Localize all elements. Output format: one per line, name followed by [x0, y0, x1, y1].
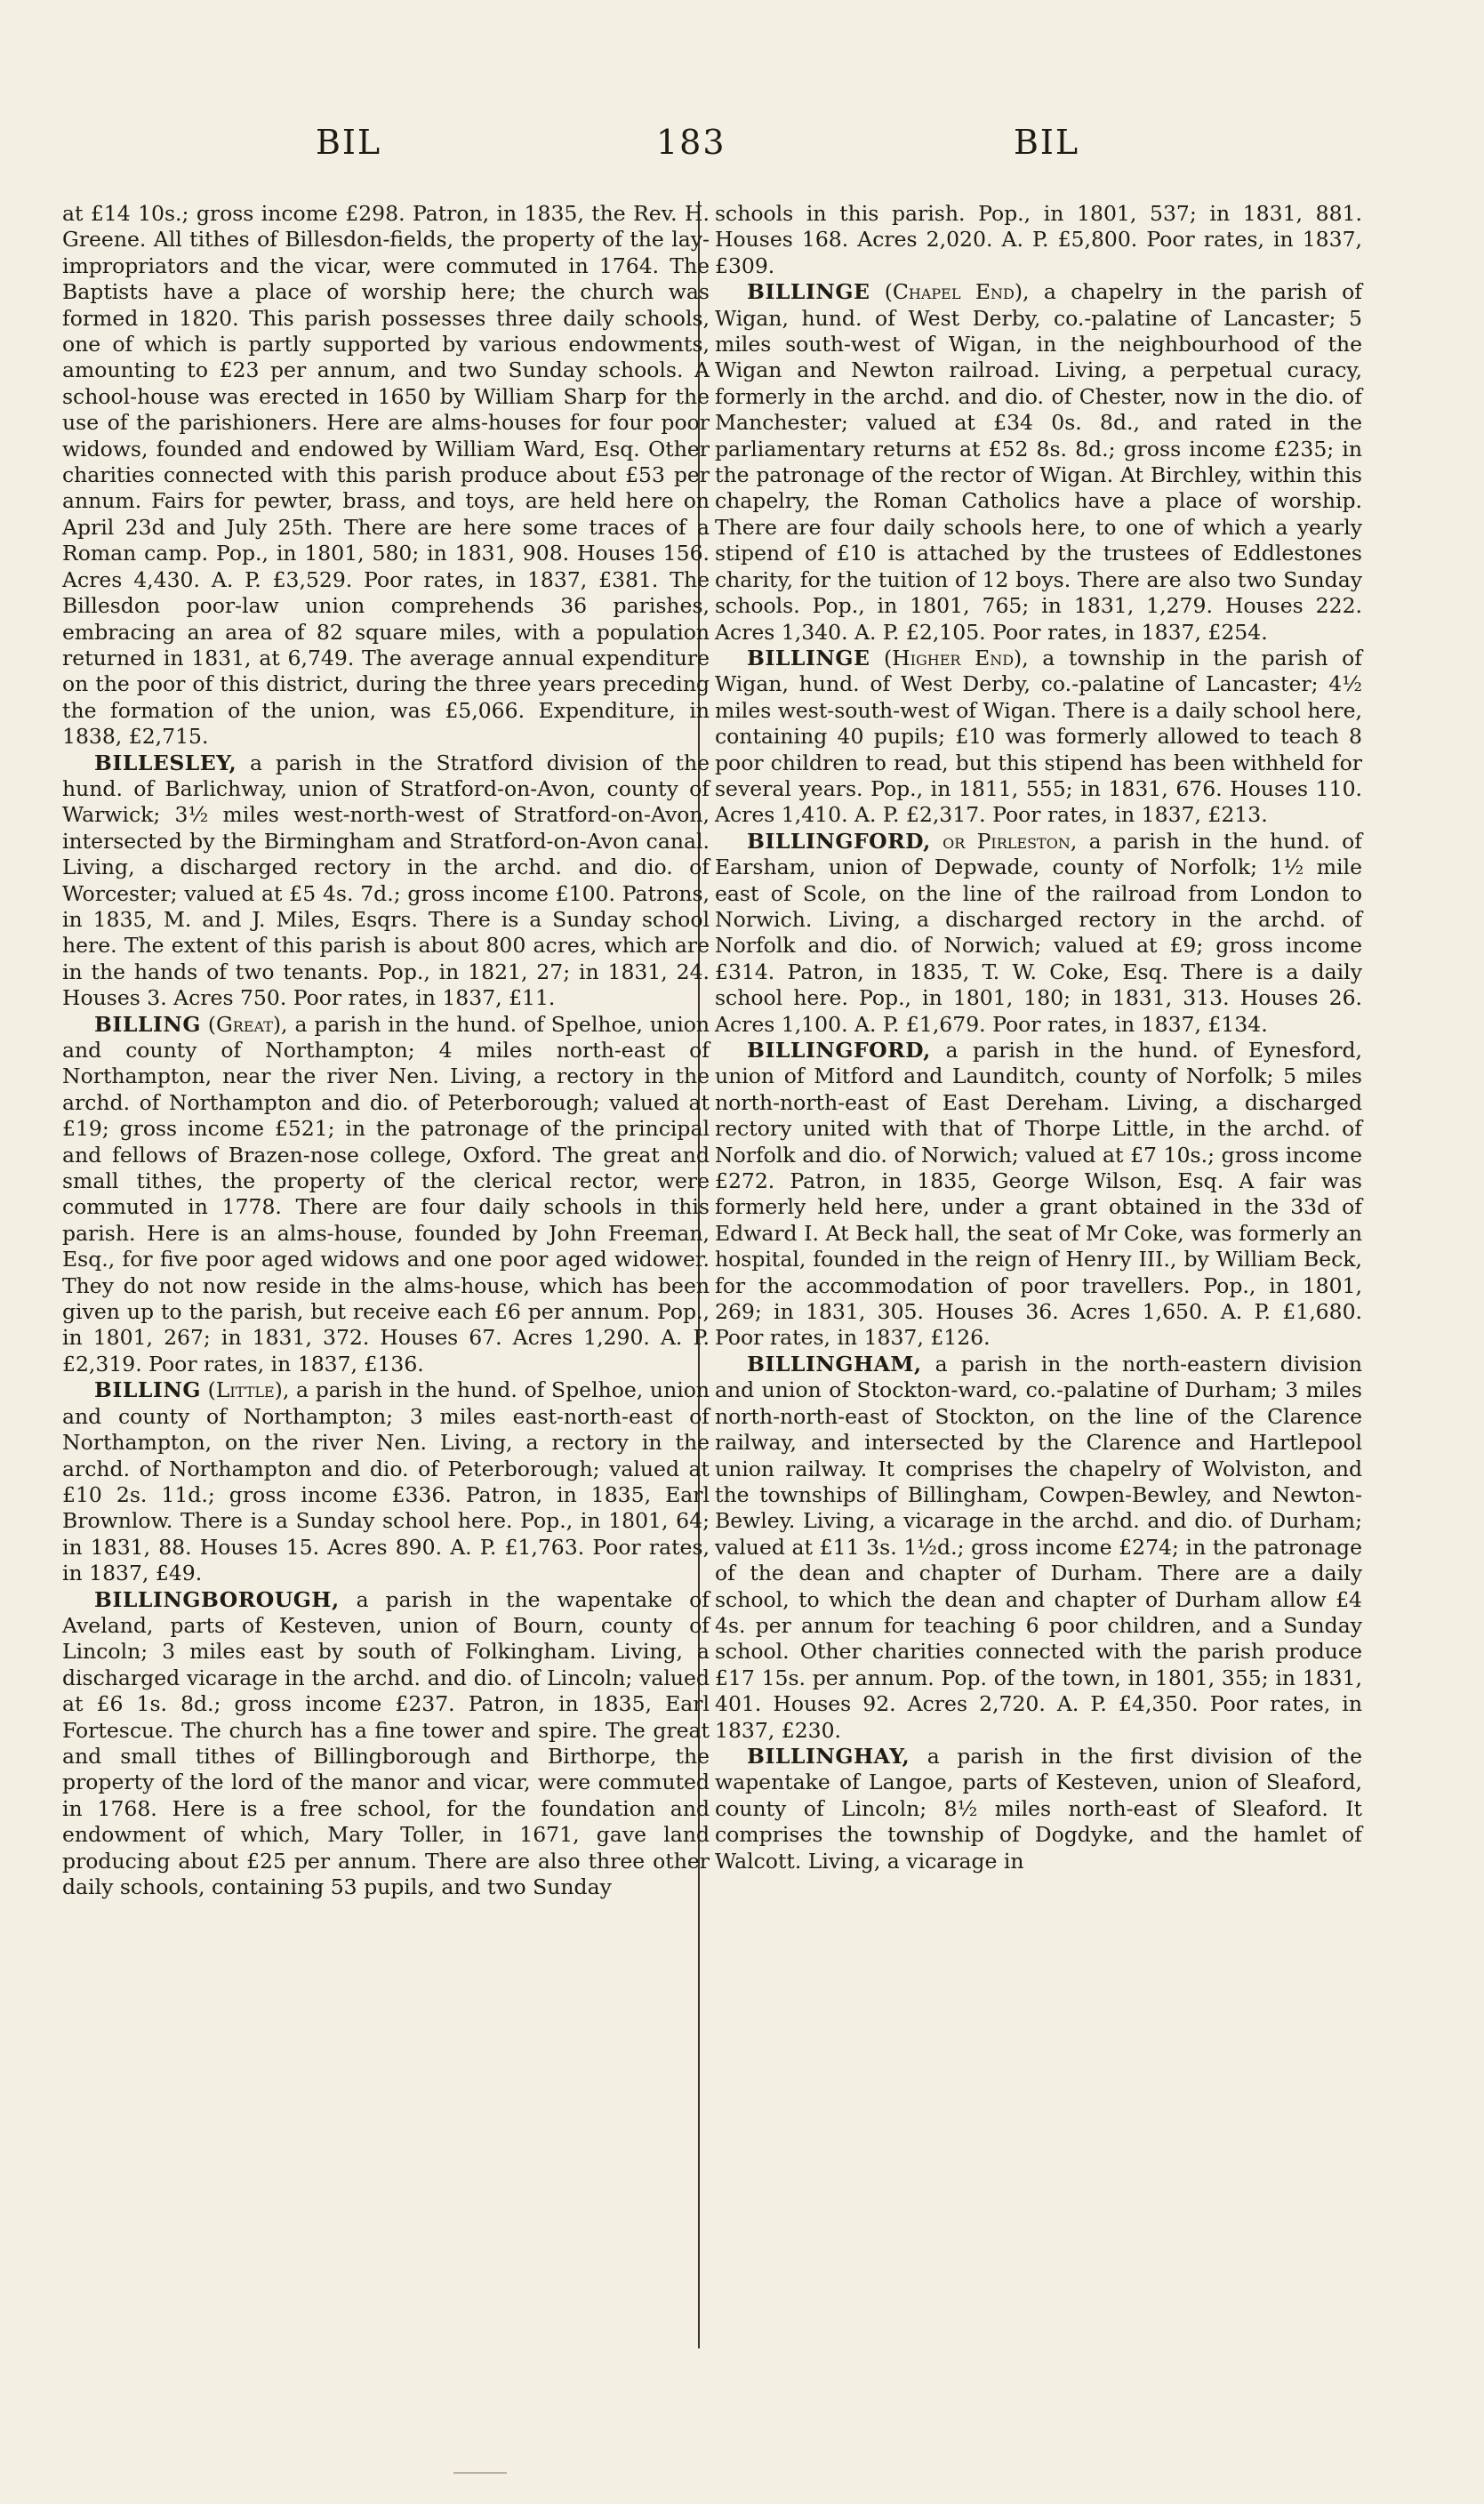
entry-headword: BILLINGHAM,	[747, 1351, 922, 1376]
entry-text: a chapelry in the parish of Wigan, hund. of West Derby, co.-palatine of Lancaster; 5 miles south-west of Wigan, in the neighbourhood of the Wigan and Newton railroad. Living, a perpetual curacy, formerly in the archd. and dio. of Chester, now in the dio. of Manchester; valued at £34 0s. 8d., and rated in the parliamentary returns at £52 8s. 8d.; gross income £235; in the patronage of the rector of Wigan. At Birchley, within this chapelry, the Roman Catholics have a place of worship. There are four daily schools here, to one of which a yearly stipend of £10 is attached by the trustees of Eddlestones charity, for the tuition of 12 boys. There are also two Sunday schools. Pop., in 1801, 765; in 1831, 1,279. Houses 222. Acres 1,340. A. P. £2,105. Poor rates, in 1837, £254.	[715, 279, 1362, 645]
entry-qualifier: (Higher End),	[870, 645, 1029, 670]
gazetteer-entry	[715, 646, 1362, 829]
right-column	[715, 201, 1362, 1874]
page-number: 183	[656, 123, 726, 162]
running-header	[0, 123, 1484, 176]
entry-text: a parish in the hund. of Eynesford, union of Mitford and Launditch, county of Norfolk; 5 miles north-north-east of East Dereham. Living, a discharged rectory united with that of Thorpe Little, in the archd. of Norfolk and dio. of Norwich; valued at £7 10s.; gross income £272. Patron, in 1835, George Wilson, Esq. A fair was formerly held here, under a grant obtained in the 33d of Edward I. At Beck hall, the seat of Mr Coke, was formerly an hospital, founded in the reign of Henry III., by William Beck, for the accommodation of poor travellers. Pop., in 1801, 269; in 1831, 305. Houses 36. Acres 1,650. A. P. £1,680. Poor rates, in 1837, £126.	[715, 1038, 1362, 1351]
gazetteer-entry	[62, 1012, 710, 1378]
entry-headword: BILLINGE	[747, 645, 870, 670]
continuation-text: at £14 10s.; gross income £298. Patron, in 1835, the Rev. H. Greene. All tithes of Billesdon-fields, the property of the lay-impropriators and the vicar, were commuted in 1764. The Baptists have a place of worship here; the church was formed in 1820. This parish possesses three daily schools, one of which is partly supported by various endowments, amounting to £23 per annum, and two Sunday schools. A school-house was erected in 1650 by William Sharp for the use of the parishioners. Here are alms-houses for four poor widows, founded and endowed by William Ward, Esq. Other charities connected with this parish produce about £53 per annum. Fairs for pewter, brass, and toys, are held here on April 23d and July 25th. There are here some traces of a Roman camp. Pop., in 1801, 580; in 1831, 908. Houses 156. Acres 4,430. A. P. £3,529. Poor rates, in 1837, £381. The Billesdon poor-law union comprehends 36 parishes, embracing an area of 82 square miles, with a population returned in 1831, at 6,749. The average annual expenditure on the poor of this district, during the three years preceding the formation of the union, was £5,066. Expenditure, in 1838, £2,715.	[62, 201, 710, 750]
entry-text: a parish in the north-eastern division and union of Stockton-ward, co.-palatine of Durham; 3 miles north-north-east of Stockton, on the line of the Clarence railway, and intersected by the Clarence and Hartlepool union railway. It comprises the chapelry of Wolviston, and the townships of Billingham, Cowpen-Bewley, and Newton-Bewley. Living, a vicarage in the archd. and dio. of Durham; valued at £11 3s. 1½d.; gross income £274; in the patronage of the dean and chapter of Durham. There are a daily school, to which the dean and chapter of Durham allow £4 4s. per annum for teaching 6 poor children, and a Sunday school. Other charities connected with the parish produce £17 15s. per annum. Pop. of the town, in 1801, 355; in 1831, 401. Houses 92. Acres 2,720. A. P. £4,350. Poor rates, in 1837, £230.	[715, 1351, 1362, 1743]
entry-headword: BILLINGFORD,	[747, 1038, 931, 1063]
page-foot-mark	[453, 2472, 507, 2474]
gazetteer-entry	[715, 1744, 1362, 1874]
entry-text: a parish in the wapentake of Aveland, parts of Kesteven, union of Bourn, county of Lincoln; 3 miles east by south of Folkingham. Living, a discharged vicarage in the archd. and dio. of Lincoln; valued at £6 1s. 8d.; gross income £237. Patron, in 1835, Earl Fortescue. The church has a fine tower and spire. The great and small tithes of Billingborough and Birthorpe, the property of the lord of the manor and vicar, were commuted in 1768. Here is a free school, for the foundation and endowment of which, Mary Toller, in 1671, gave land producing about £25 per annum. There are also three other daily schools, containing 53 pupils, and two Sunday	[62, 1586, 710, 1899]
entry-text: a parish in the first division of the wapentake of Langoe, parts of Kesteven, union of Sleaford, county of Lincoln; 8½ miles north-east of Sleaford. It comprises the township of Dogdyke, and the hamlet of Walcott. Living, a vicarage in	[715, 1743, 1362, 1874]
entry-headword: BILLING	[94, 1011, 201, 1037]
gazetteer-entry	[62, 750, 710, 1012]
entry-headword: BILLING	[94, 1377, 201, 1403]
gazetteer-entry	[715, 1352, 1362, 1744]
header-right-catchword: BIL	[1014, 123, 1080, 162]
entry-text: a township in the parish of Wigan, hund. of West Derby, co.-palatine of Lancaster; 4½ miles west-south-west of Wigan. There is a daily school here, containing 40 pupils; £10 was formerly allowed to teach 8 poor children to read, but this stipend has been withheld for several years. Pop., in 1811, 555; in 1831, 676. Houses 110. Acres 1,410. A. P. £2,317. Poor rates, in 1837, £213.	[715, 645, 1362, 828]
gazetteer-entry	[62, 1377, 710, 1586]
gazetteer-entry	[62, 1587, 710, 1901]
entry-text: a parish in the hund. of Earsham, union of Depwade, county of Norfolk; 1½ mile east of Scole, on the line of the railroad from London to Norwich. Living, a discharged rectory in the archd. of Norfolk and dio. of Norwich; valued at £9; gross income £314. Patron, in 1835, T. W. Coke, Esq. There is a daily school here. Pop., in 1801, 180; in 1831, 313. Houses 26. Acres 1,100. A. P. £1,679. Poor rates, in 1837, £134.	[715, 828, 1363, 1037]
entry-text: a parish in the hund. of Spelhoe, union and county of Northampton; 4 miles north-east of Northampton, near the river Nen. Living, a rectory in the archd. of Northampton and dio. of Peterborough; valued at £19; gross income £521; in the patronage of the principal and fellows of Brazen-nose college, Oxford. The great and small tithes, the property of the clerical rector, were commuted in 1778. There are four daily schools in this parish. Here is an alms-house, founded by John Freeman, Esq., for five poor aged widows and one poor aged widower. They do not now reside in the alms-house, which has been given up to the parish, but receive each £6 per annum. Pop., in 1801, 267; in 1831, 372. Houses 67. Acres 1,290. A. P. £2,319. Poor rates, in 1837, £136.	[62, 1011, 710, 1376]
entry-headword: BILLINGE	[747, 279, 870, 305]
entry-headword: BILLINGFORD,	[747, 828, 931, 854]
entry-qualifier: (Little),	[200, 1377, 290, 1403]
left-column	[62, 201, 710, 1900]
continuation-text: schools in this parish. Pop., in 1801, 537; in 1831, 881. Houses 168. Acres 2,020. A. P. £5,800. Poor rates, in 1837, £309.	[715, 201, 1362, 278]
entry-qualifier: (Great),	[200, 1011, 288, 1037]
header-left-catchword: BIL	[316, 123, 382, 162]
entry-text: a parish in the Stratford division of the hund. of Barlichway, union of Stratford-on-Avon, county of Warwick; 3½ miles west-north-west of Stratford-on-Avon, intersected by the Birmingham and Stratford-on-Avon canal. Living, a discharged rectory in the archd. and dio. of Worcester; valued at £5 4s. 7d.; gross income £100. Patrons, in 1835, M. and J. Miles, Esqrs. There is a Sunday school here. The extent of this parish is about 800 acres, which are in the hands of two tenants. Pop., in 1821, 27; in 1831, 24. Houses 3. Acres 750. Poor rates, in 1837, £11.	[62, 750, 710, 1011]
entry-qualifier: (Chapel End),	[870, 279, 1030, 305]
gazetteer-entry	[715, 279, 1362, 646]
entry-headword: BILLINGBOROUGH,	[94, 1586, 340, 1612]
entry-qualifier: or Pirleston,	[930, 828, 1078, 854]
gazetteer-entry	[715, 1038, 1362, 1352]
entry-text: a parish in the hund. of Spelhoe, union and county of Northampton; 3 miles east-north-east of Northampton, on the river Nen. Living, a rectory in the archd. of Northampton and dio. of Peterborough; valued at £10 2s. 11d.; gross income £336. Patron, in 1835, Earl Brownlow. There is a Sunday school here. Pop., in 1801, 64; in 1831, 88. Houses 15. Acres 890. A. P. £1,763. Poor rates, in 1837, £49.	[62, 1377, 710, 1586]
gazetteer-entry	[715, 829, 1362, 1038]
entry-headword: BILLINGHAY,	[747, 1743, 910, 1769]
entry-headword: BILLESLEY,	[94, 750, 237, 775]
